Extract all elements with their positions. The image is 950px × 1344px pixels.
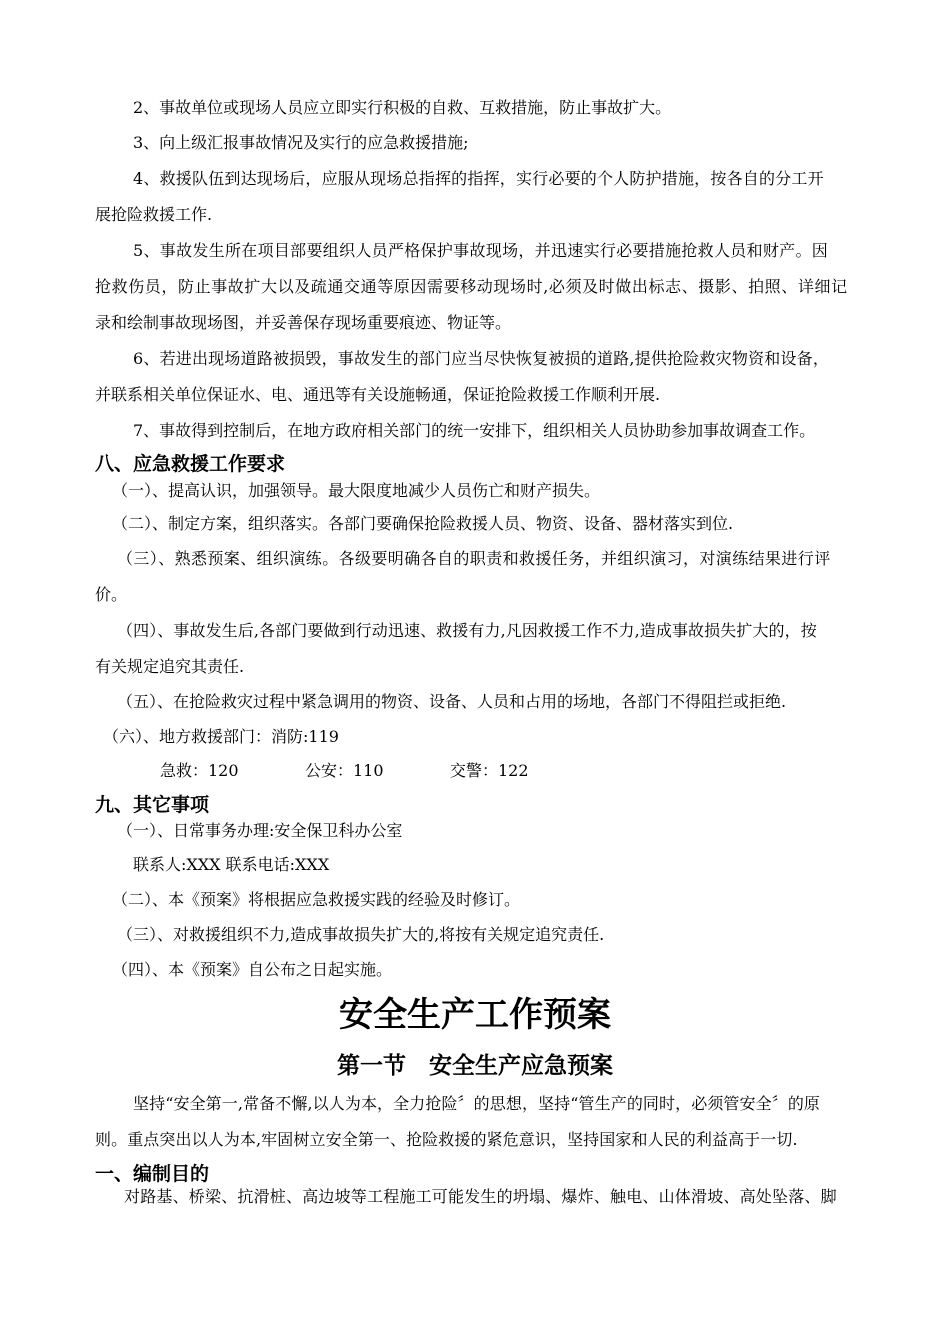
list-item: （四）、本《预案》自公布之日起实施。	[112, 960, 393, 979]
paragraph-line: 对路基、桥梁、抗滑桩、高边坡等工程施工可能发生的坍塌、爆炸、触电、山体滑坡、高处坠落、脚	[124, 1187, 837, 1206]
paragraph-line: 抢救伤员，防止事故扩大以及疏通交通等原因需要移动现场时,必须及时做出标志、摄影、拍照、详细记	[95, 277, 848, 296]
list-item: 有关规定追究其责任.	[95, 657, 245, 676]
list-item: （三）、熟悉预案、组织演练。各级要明确各自的职责和救援任务，并组织演习，对演练结果进行评	[117, 549, 831, 568]
section-subtitle: 第一节 安全生产应急预案	[337, 1053, 613, 1079]
section-heading-8: 八、应急救援工作要求	[95, 453, 286, 475]
phone-police: 公安：110	[305, 761, 384, 780]
contact-line: 联系人:XXX 联系电话:XXX	[133, 855, 330, 874]
list-item: （一）、日常事务办理:安全保卫科办公室	[117, 821, 403, 840]
paragraph-line: 2、事故单位或现场人员应立即实行积极的自救、互救措施，防止事故扩大。	[133, 98, 672, 117]
list-item: （二）、本《预案》将根据应急救援实践的经验及时修订。	[112, 890, 521, 909]
list-item: （二）、制定方案，组织落实。各部门要确保抢险救援人员、物资、设备、器材落实到位.	[112, 514, 734, 533]
section-heading-9: 九、其它事项	[95, 794, 210, 816]
paragraph-line: 6、若进出现场道路被损毁，事故发生的部门应当尽快恢复被损的道路,提供抢险救灾物资和设备，	[133, 349, 830, 368]
document-title: 安全生产工作预案	[339, 995, 611, 1035]
paragraph-line: 坚持“安全第一,常备不懈,以人为本，全力抢险〞的思想，坚持“管生产的同时，必须管安全〞的原	[133, 1094, 821, 1113]
section-heading-1: 一、编制目的	[95, 1163, 210, 1185]
phone-row	[160, 761, 529, 781]
paragraph-line: 7、事故得到控制后，在地方政府相关部门的统一安排下，组织相关人员协助参加事故调查工作。	[133, 421, 816, 440]
list-item: （五）、在抢险救灾过程中紧急调用的物资、设备、人员和占用的场地，各部门不得阻拦或拒绝.	[117, 692, 787, 711]
paragraph-line: 则。重点突出以人为本,牢固树立安全第一、抢险救援的紧危意识，坚持国家和人民的利益高于一切.	[95, 1130, 798, 1149]
phone-traffic-police: 交警：122	[450, 761, 529, 780]
list-item: （四）、事故发生后,各部门要做到行动迅速、救援有力,凡因救援工作不力,造成事故损失扩大的，按	[117, 621, 817, 640]
paragraph-line: 录和绘制事故现场图，并妥善保存现场重要痕迹、物证等。	[95, 313, 512, 332]
paragraph-line: 3、向上级汇报事故情况及实行的应急救援措施;	[133, 133, 469, 152]
phone-emergency: 急救：120	[160, 761, 239, 780]
paragraph-line: 展抢险救援工作.	[95, 205, 213, 224]
list-item: （一）、提高认识，加强领导。最大限度地减少人员伤亡和财产损失。	[112, 481, 601, 500]
list-item: 价。	[95, 585, 128, 604]
paragraph-line: 5、事故发生所在项目部要组织人员严格保护事故现场，并迅速实行必要措施抢救人员和财产。因	[133, 241, 829, 260]
paragraph-line: 4、救援队伍到达现场后，应服从现场总指挥的指挥，实行必要的个人防护措施，按各自的分工开	[133, 169, 824, 188]
paragraph-line: 并联系相关单位保证水、电、通迅等有关设施畅通，保证抢险救援工作顺利开展.	[95, 385, 661, 404]
list-item: （六）、地方救援部门：消防:119	[103, 727, 339, 746]
list-item: （三）、对救援组织不力,造成事故损失扩大的,将按有关规定追究责任.	[117, 925, 605, 944]
